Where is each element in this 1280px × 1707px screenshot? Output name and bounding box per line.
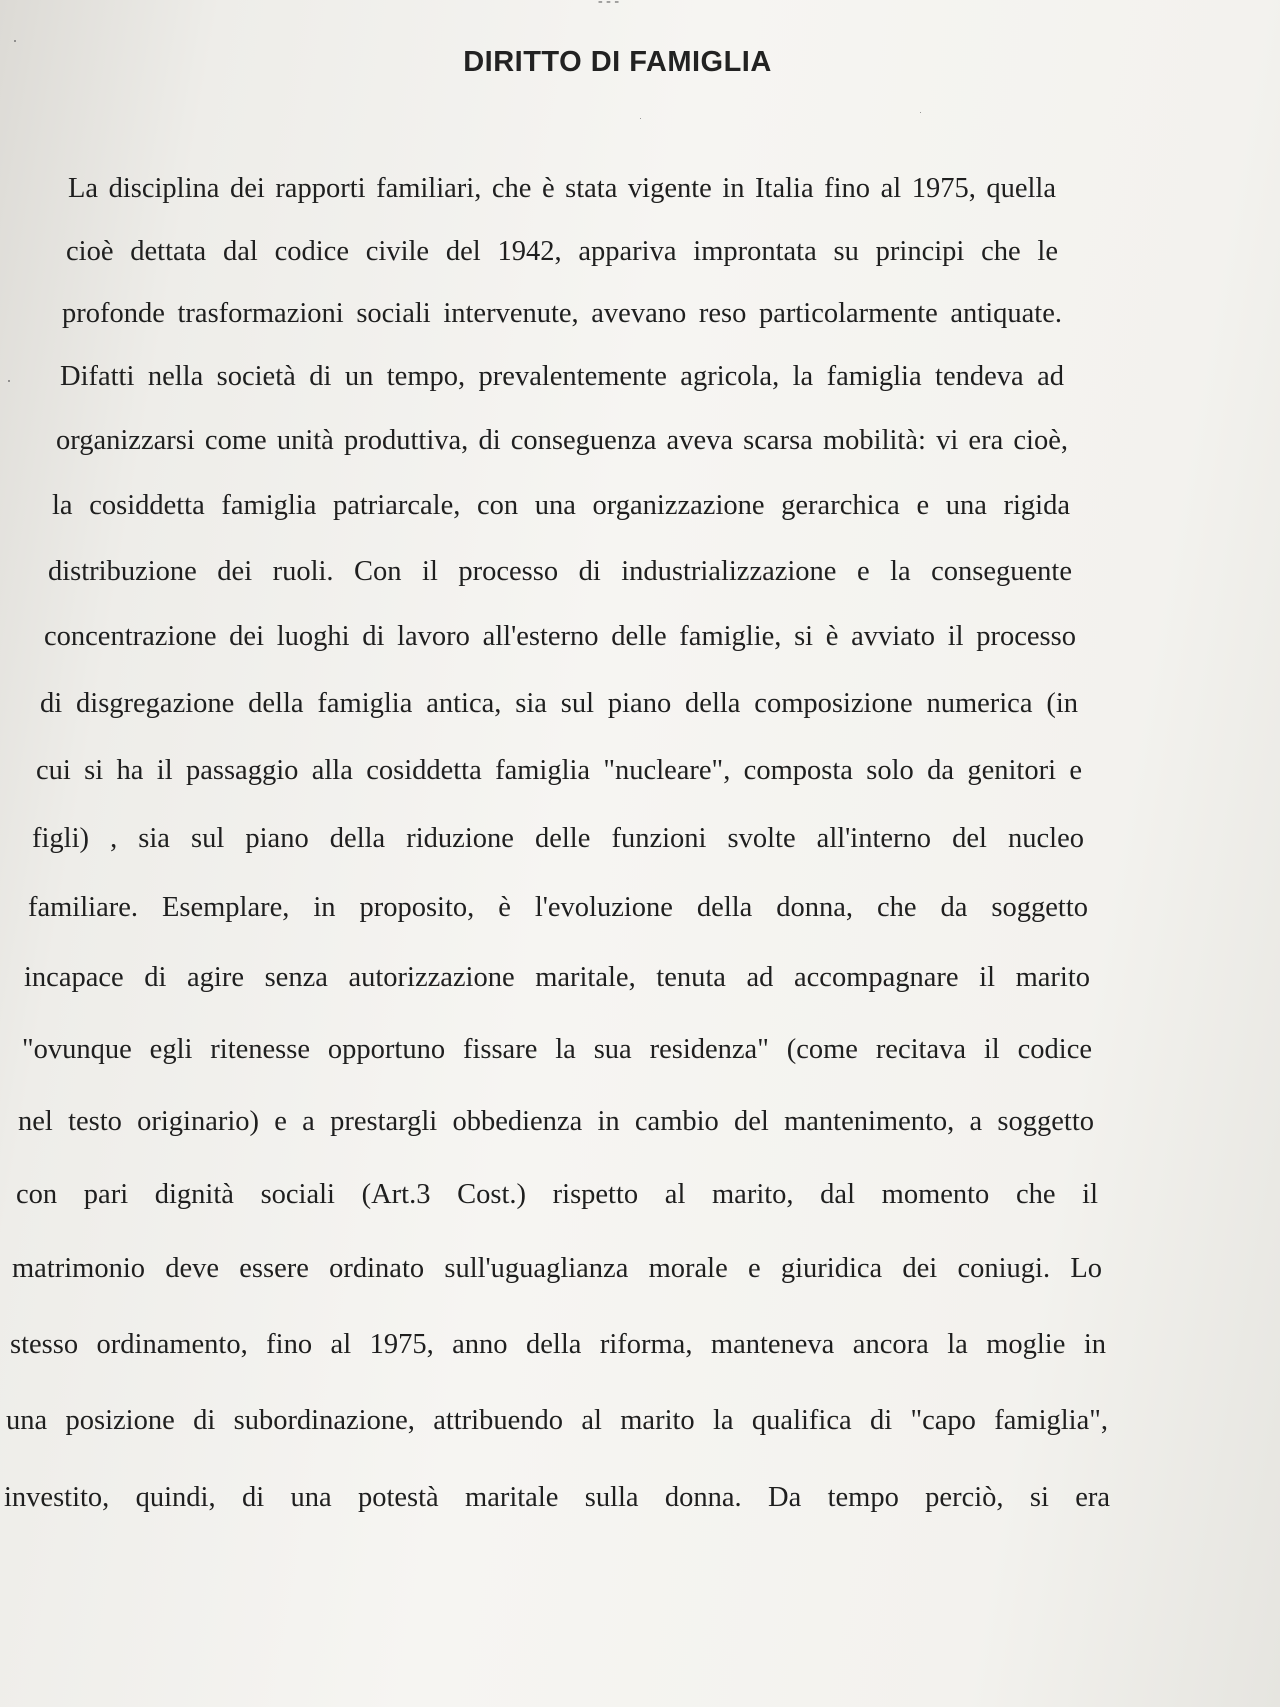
document-title: DIRITTO DI FAMIGLIA (463, 46, 772, 78)
text-line: di disgregazione della famiglia antica, sia sul piano della composizione numerica (in (40, 688, 1078, 719)
text-line: La disciplina dei rapporti familiari, che è stata vigente in Italia fino al 1975, quella (68, 173, 1056, 204)
text-line: la cosiddetta famiglia patriarcale, con una organizzazione gerarchica e una rigida (52, 490, 1070, 521)
text-line: familiare. Esemplare, in proposito, è l'evoluzione della donna, che da soggetto (28, 892, 1088, 923)
page-number-fragment: - - - (598, 0, 619, 9)
text-line: investito, quindi, di una potestà maritale sulla donna. Da tempo perciò, si era (4, 1482, 1110, 1513)
scan-speck (920, 112, 921, 113)
text-line: Difatti nella società di un tempo, prevalentemente agricola, la famiglia tendeva ad (60, 361, 1064, 392)
text-line: stesso ordinamento, fino al 1975, anno della riforma, manteneva ancora la moglie in (10, 1329, 1106, 1360)
text-line: cioè dettata dal codice civile del 1942, appariva improntata su principi che le (66, 236, 1058, 267)
text-line: organizzarsi come unità produttiva, di conseguenza aveva scarsa mobilità: vi era cioè, (56, 425, 1068, 456)
text-line: distribuzione dei ruoli. Con il processo di industrializzazione e la conseguente (48, 556, 1072, 587)
text-line: nel testo originario) e a prestargli obbedienza in cambio del mantenimento, a soggetto (18, 1106, 1094, 1137)
text-line: incapace di agire senza autorizzazione maritale, tenuta ad accompagnare il marito (24, 962, 1090, 993)
text-line: concentrazione dei luoghi di lavoro all'esterno delle famiglie, si è avviato il processo (44, 621, 1076, 652)
text-line: matrimonio deve essere ordinato sull'uguaglianza morale e giuridica dei coniugi. Lo (12, 1253, 1102, 1284)
scan-speck (8, 380, 10, 382)
text-line: una posizione di subordinazione, attribuendo al marito la qualifica di "capo famiglia", (6, 1405, 1108, 1436)
text-line: profonde trasformazioni sociali intervenute, avevano reso particolarmente antiquate. (62, 298, 1062, 329)
scan-speck (640, 118, 641, 119)
text-line: con pari dignità sociali (Art.3 Cost.) rispetto al marito, dal momento che il (16, 1179, 1098, 1210)
text-line: figli) , sia sul piano della riduzione delle funzioni svolte all'interno del nucleo (32, 823, 1084, 854)
text-line: "ovunque egli ritenesse opportuno fissare la sua residenza" (come recitava il codice (22, 1034, 1092, 1065)
text-line: cui si ha il passaggio alla cosiddetta famiglia "nucleare", composta solo da genitori e (36, 755, 1082, 786)
scan-speck (14, 40, 16, 42)
